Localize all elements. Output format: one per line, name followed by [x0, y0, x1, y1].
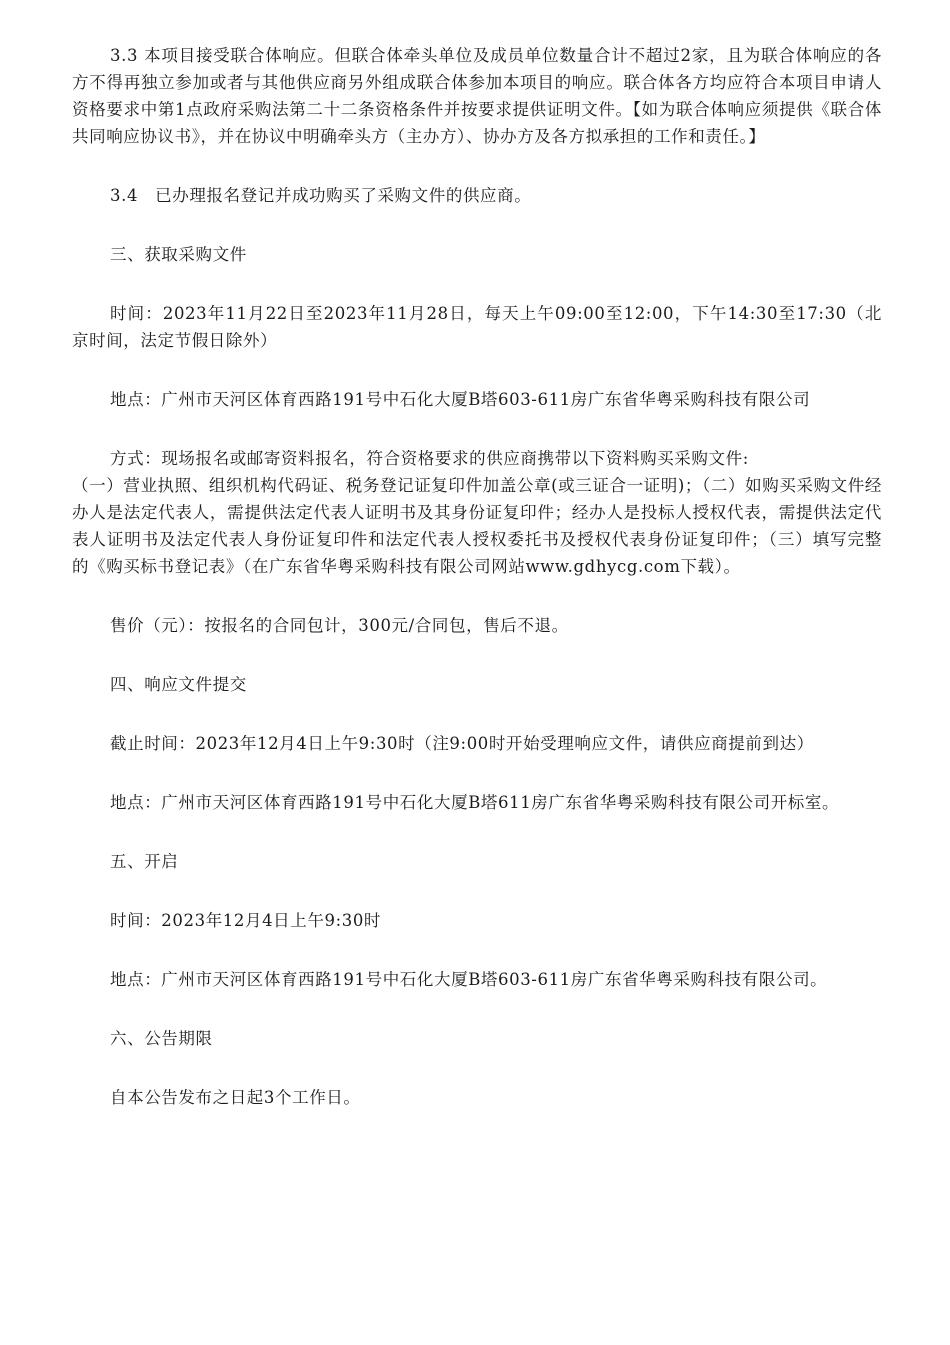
opening-time: 时间：2023年12月4日上午9:30时	[110, 911, 382, 930]
submission-location: 地点：广州市天河区体育西路191号中石化大厦B塔611房广东省华粤采购科技有限公司开标室。	[110, 793, 840, 812]
notice-period: 自本公告发布之日起3个工作日。	[110, 1088, 361, 1107]
paragraph-3-4-registered-supplier: 3.4 已办理报名登记并成功购买了采购文件的供应商。	[110, 186, 532, 205]
announcement-document	[72, 42, 882, 1143]
document-price: 售价（元）：按报名的合同包计，300元/合同包，售后不退。	[110, 616, 569, 635]
obtain-method: 方式：现场报名或邮寄资料报名，符合资格要求的供应商携带以下资料购买采购文件:	[110, 449, 749, 468]
obtain-method-requirements: （一）营业执照、组织机构代码证、税务登记证复印件加盖公章(或三证合一证明)；（二）如购买采购文件经办人是法定代表人，需提供法定代表人证明书及其身份证复印件；经办人是投标人授权代表，需提供法定代表人证明书及法定代表人身份证复印件和法定代表人授权委托书及授权代表身份证复印件；（三）填写完整的《购买标书登记表》（在广东省华粤采购科技有限公司网站www.gdhycg.com下载）。	[72, 476, 882, 576]
section-heading-notice-period: 六、公告期限	[110, 1029, 213, 1048]
section-heading-submission: 四、响应文件提交	[110, 675, 247, 694]
submission-deadline: 截止时间：2023年12月4日上午9:30时（注9:00时开始受理响应文件，请供应商提前到达）	[110, 734, 814, 753]
opening-location: 地点：广州市天河区体育西路191号中石化大厦B塔603-611房广东省华粤采购科技有限公司。	[110, 970, 828, 989]
section-heading-obtain-documents: 三、获取采购文件	[110, 245, 247, 264]
obtain-method-block	[72, 445, 882, 580]
paragraph-3-3-consortium: 3.3 本项目接受联合体响应。但联合体牵头单位及成员单位数量合计不超过2家，且为联合体响应的各方不得再独立参加或者与其他供应商另外组成联合体参加本项目的响应。联合体各方均应符合本项目申请人资格要求中第1点政府采购法第二十二条资格条件并按要求提供证明文件。【如为联合体响应须提供《联合体共同响应协议书》，并在协议中明确牵头方（主办方）、协办方及各方拟承担的工作和责任。】	[72, 46, 882, 146]
section-heading-opening: 五、开启	[110, 852, 179, 871]
obtain-time: 时间：2023年11月22日至2023年11月28日，每天上午09:00至12:00，下午14:30至17:30（北京时间，法定节假日除外）	[72, 304, 882, 350]
obtain-location: 地点：广州市天河区体育西路191号中石化大厦B塔603-611房广东省华粤采购科技有限公司	[110, 390, 811, 409]
